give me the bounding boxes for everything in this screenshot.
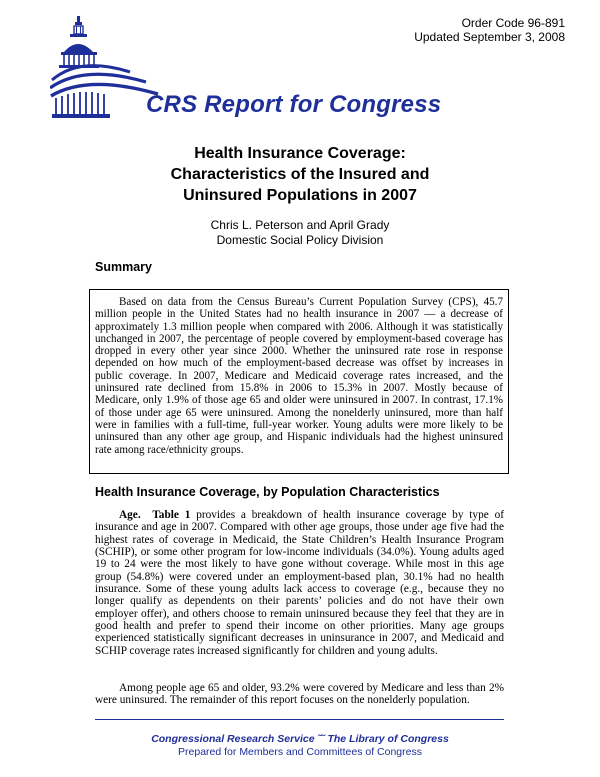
footer-line2: Prepared for Members and Committees of Congress	[178, 746, 422, 758]
elderly-paragraph-text: Among people age 65 and older, 93.2% were covered by Medicare and less than 2% were uninsured. The remainder of this report focuses on the nonelderly population.	[95, 682, 504, 707]
division: Domestic Social Policy Division	[216, 233, 384, 247]
report-title	[0, 143, 600, 206]
elderly-paragraph	[95, 682, 504, 707]
footer-divider	[95, 719, 504, 720]
age-paragraph-text: provides a breakdown of health insurance coverage by type of insurance and age in 2007. Compared with other age groups, those under age five had the highest rates of coverage in Medicaid, the State Children’s Health Insurance Program (SCHIP), or some other program for low-income individuals (34.0%). Young adults aged 19 to 24 were the most likely to have gone without coverage. While most in this age group (54.8%) were covered under an employment-based plan, 30.1% had no health insurance. Some of these young adults lack access to coverage (e.g., because they no longer qualify as dependents on their parents’ policies and do not have their own employer offer), and others choose to remain uninsured because they feel that they are in good health and prefer to spend their income on other priorities. Many age groups experienced statistically significant decreases in uninsurance in 2007, and Medicaid and SCHIP coverage rates increased significantly for children and young adults.	[95, 509, 504, 657]
order-code-block	[414, 16, 565, 44]
table-1-reference: Table 1	[152, 509, 191, 521]
author-block	[0, 218, 600, 248]
footer-separator: ˜˜	[317, 733, 325, 745]
age-paragraph	[95, 509, 504, 657]
summary-box	[89, 289, 509, 474]
footer-line1	[0, 733, 600, 746]
summary-heading: Summary	[95, 260, 152, 274]
order-code: Order Code 96-891	[461, 16, 565, 30]
section-heading: Health Insurance Coverage, by Population Characteristics	[95, 485, 440, 499]
summary-text: Based on data from the Census Bureau’s Current Population Survey (CPS), 45.7 million people in the United States had no health insurance in 2007 — a decrease of approximately 1.3 million people when compared with 2006. Although it was statistically unchanged in 2007, the percentage of people covered by employment-based coverage has dropped in every other year since 2000. Whether the uninsured rate rose in response depended on how much of the employment-based decrease was offset by increases in public coverage. In 2007, Medicare and Medicaid coverage rates increased, and the uninsured rate declined from 15.8% in 2006 to 15.3% in 2007. Mostly because of Medicare, only 1.9% of those age 65 and older were uninsured in 2007. In contrast, 17.1% of those under age 65 were uninsured. Among the nonelderly uninsured, more than half were in families with a full-time, full-year worker. Young adults were more likely to be uninsured than any other age group, and Hispanic individuals had the highest uninsured rate among race/ethnicity groups.	[95, 296, 503, 456]
capitol-dome-logo-icon	[50, 12, 160, 124]
updated-date: Updated September 3, 2008	[414, 30, 565, 44]
age-lead: Age.	[119, 509, 141, 521]
footer-crs: Congressional Research Service	[151, 733, 315, 745]
authors: Chris L. Peterson and April Grady	[210, 218, 390, 232]
crs-report-title: CRS Report for Congress	[146, 91, 442, 118]
report-title-line1: Health Insurance Coverage:	[194, 145, 406, 162]
report-title-line3: Uninsured Populations in 2007	[183, 187, 417, 204]
footer	[0, 733, 600, 759]
footer-library: The Library of Congress	[327, 733, 449, 745]
report-title-line2: Characteristics of the Insured and	[170, 166, 430, 183]
